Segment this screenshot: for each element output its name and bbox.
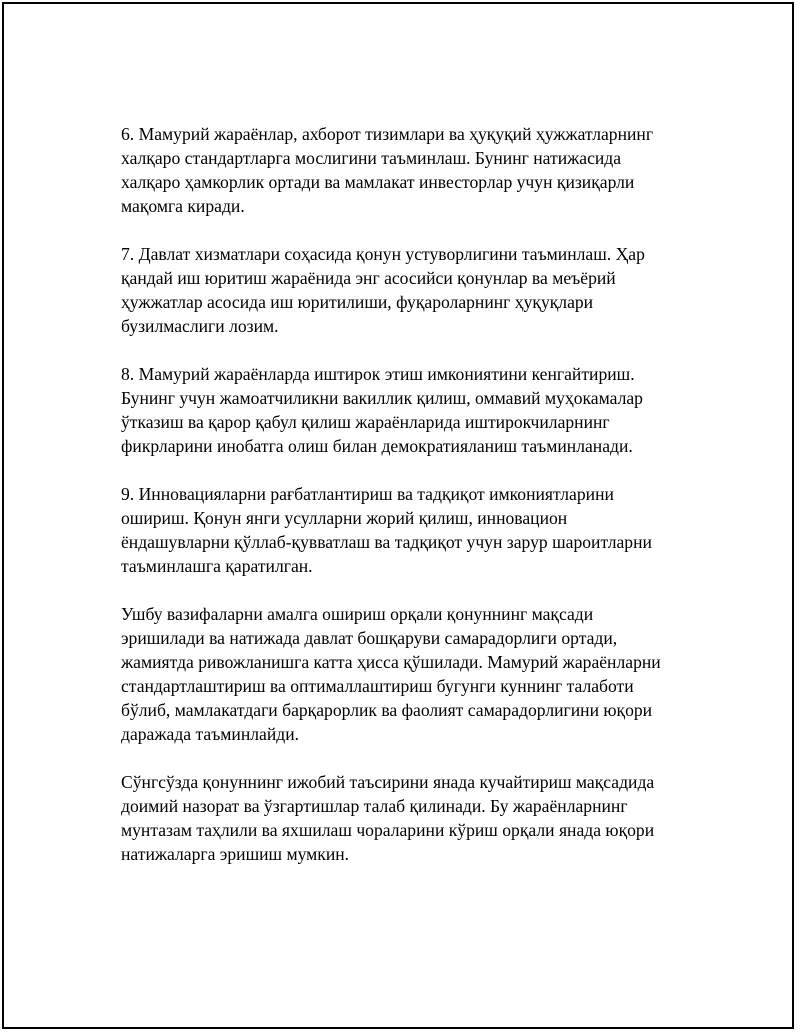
text-line: фикрларини инобатга олиш билан демократияланиш таъминланади. — [121, 436, 633, 456]
text-line: ошириш. Қонун янги усулларни жорий қилиш, инновацион — [121, 508, 568, 528]
text-line: ёндашувларни қўллаб-қувватлаш ва тадқиқот учун зарур шароитларни — [121, 532, 652, 552]
text-line: таъминлашга қаратилган. — [121, 556, 313, 576]
text-line: халқаро ҳамкорлик ортади ва мамлакат инвесторлар учун қизиқарли — [121, 172, 635, 192]
text-line: 7. Давлат хизматлари соҳасида қонун устуворлигини таъминлаш. Ҳар — [121, 244, 645, 264]
text-line: 8. Мамурий жараёнларда иштирок этиш имкониятини кенгайтириш. — [121, 364, 635, 384]
text-line: ўтказиш ва қарор қабул қилиш жараёнларида иштирокчиларнинг — [121, 412, 610, 432]
text-line: 6. Мамурий жараёнлар, ахборот тизимлари ва ҳуқуқий ҳужжатларнинг — [121, 124, 654, 144]
text-line: қандай иш юритиш жараёнида энг асосийси қонунлар ва меъёрий — [121, 268, 616, 288]
paragraph-summary — [121, 602, 701, 746]
paragraph-item-6 — [121, 122, 701, 218]
paragraph-item-8 — [121, 362, 701, 458]
text-line: бузилмаслиги лозим. — [121, 316, 279, 336]
text-line: доимий назорат ва ўзгартишлар талаб қилинади. Бу жараёнларнинг — [121, 796, 628, 816]
document-body — [121, 122, 701, 890]
text-line: натижаларга эришиш мумкин. — [121, 844, 350, 864]
text-line: мунтазам таҳлили ва яхшилаш чораларини кўриш орқали янада юқори — [121, 820, 655, 840]
text-line: бўлиб, мамлакатдаги барқарорлик ва фаолият самарадорлигини юқори — [121, 700, 653, 720]
text-line: ҳужжатлар асосида иш юритилиши, фуқароларнинг ҳуқуқлари — [121, 292, 594, 312]
text-line: жамиятда ривожланишга катта ҳисса қўшилади. Мамурий жараёнларни — [121, 652, 661, 672]
text-line: 9. Инновацияларни рағбатлантириш ва тадқиқот имкониятларини — [121, 484, 614, 504]
paragraph-item-9 — [121, 482, 701, 578]
text-line: Ушбу вазифаларни амалга ошириш орқали қонуннинг мақсади — [121, 604, 594, 624]
paragraph-conclusion — [121, 770, 701, 866]
text-line: мақомга киради. — [121, 196, 245, 216]
text-line: халқаро стандартларга мослигини таъминлаш. Бунинг натижасида — [121, 148, 622, 168]
text-line: Сўнгсўзда қонуннинг ижобий таъсирини янада кучайтириш мақсадида — [121, 772, 655, 792]
text-line: эришилади ва натижада давлат бошқаруви самарадорлиги ортади, — [121, 628, 618, 648]
page-frame — [2, 2, 794, 1029]
text-line: даражада таъминлайди. — [121, 724, 300, 744]
paragraph-item-7 — [121, 242, 701, 338]
text-line: Бунинг учун жамоатчиликни вакиллик қилиш, оммавий муҳокамалар — [121, 388, 643, 408]
text-line: стандартлаштириш ва оптималлаштириш бугунги куннинг талаботи — [121, 676, 634, 696]
